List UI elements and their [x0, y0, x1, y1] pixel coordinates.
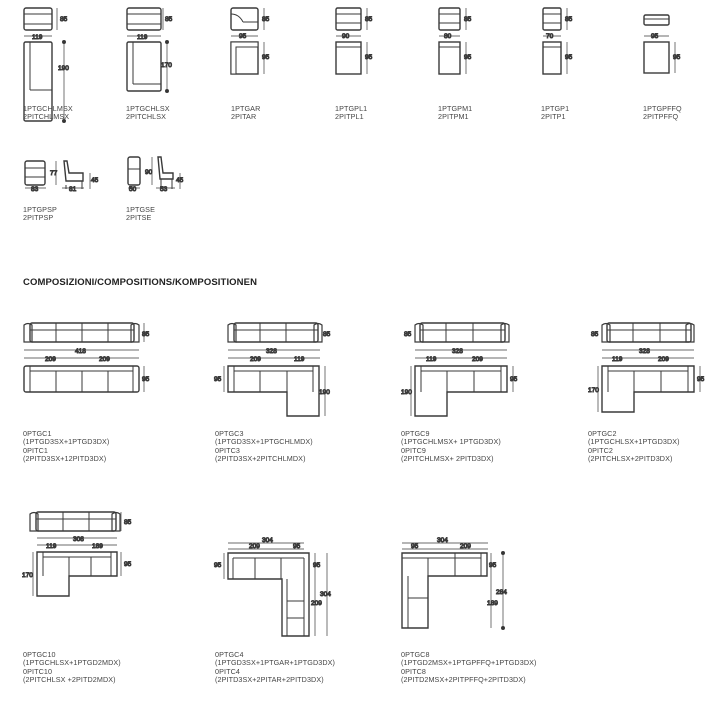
module-1PTGPL1-drawing — [336, 8, 367, 74]
c3-left-dim: 209 — [250, 356, 261, 363]
module-code-2: 2PITCHLMSX — [23, 112, 70, 122]
c8-side-total-dim: 284 — [496, 589, 507, 596]
module-code-2: 2PITCHLSX — [126, 112, 167, 122]
module-1PTGCHLSX-label — [126, 105, 170, 122]
c8-right-dim: 209 — [460, 543, 471, 550]
composition-code: 0PTGC8 — [401, 650, 430, 659]
composition-code: 0PITC4 — [215, 666, 240, 676]
module-1PTGPSP-label — [23, 206, 57, 223]
module-code-2: 2PITAR — [231, 112, 257, 122]
c6-depth-left-dim: 95 — [214, 562, 222, 569]
c8-side-part-dim: 189 — [487, 600, 498, 607]
composition-parts: (1PTGD3SX+1PTGCHLMDX) — [215, 437, 313, 447]
composition-0PTGC9-label — [401, 430, 501, 464]
m5-depth-dim: 95 — [464, 54, 472, 61]
composition-parts: (1PTGD3SX+1PTGAR+1PTGD3DX) — [215, 658, 336, 668]
composition-0PTGC10-label — [23, 651, 121, 685]
c2-height-dim: 85 — [591, 331, 599, 338]
module-1PTGPFFQ-drawing — [644, 15, 675, 73]
composition-code: 0PTGC2 — [588, 429, 617, 438]
module-code-1: 1PTGSE — [126, 205, 155, 214]
m9-height-dim: 90 — [145, 169, 153, 176]
m8-seat-dim: 45 — [91, 177, 99, 184]
composition-code: 0PITC1 — [23, 445, 48, 455]
composition-parts: (2PITD3SX+2PITAR+2PITD3DX) — [215, 675, 324, 685]
m2-height-dim: 85 — [165, 16, 173, 23]
c3-depth-dim: 95 — [214, 376, 222, 383]
module-1PTGPL1-label — [335, 105, 367, 122]
composition-0PTGC4-label — [215, 651, 335, 685]
module-code-2: 2PITPSP — [23, 213, 54, 223]
module-code-2: 2PITPFFQ — [643, 112, 679, 122]
m1-depth-dim: 190 — [58, 65, 69, 72]
composition-code: 0PITC8 — [401, 666, 426, 676]
composition-code: 0PITC9 — [401, 445, 426, 455]
m1-height-dim: 85 — [60, 16, 68, 23]
composition-parts: (2PITD3SX+2PITCHLMDX) — [215, 454, 306, 464]
c1-right-dim: 209 — [99, 356, 110, 363]
c9-depth-dim: 95 — [510, 376, 518, 383]
m6-height-dim: 85 — [565, 16, 573, 23]
composition-code: 0PITC3 — [215, 445, 240, 455]
m7-width-dim: 95 — [651, 33, 659, 40]
c10-chaise-dim: 170 — [22, 572, 33, 579]
composition-code: 0PITC10 — [23, 666, 53, 676]
c8-total-dim: 304 — [437, 537, 448, 544]
c1-height-dim: 85 — [142, 331, 150, 338]
c8-left-dim: 95 — [411, 543, 419, 550]
module-1PTGSE-drawing — [128, 157, 180, 189]
m4-depth-dim: 95 — [365, 54, 373, 61]
composition-0PTGC9-drawing — [411, 323, 513, 416]
c6-side-part-dim: 209 — [311, 600, 322, 607]
m5-width-dim: 80 — [444, 33, 452, 40]
m8-depth-dim: 81 — [69, 186, 77, 193]
module-code-1: 1PTGPL1 — [335, 104, 368, 113]
module-1PTGCHLSX-drawing — [127, 8, 169, 93]
c8-depth-dim: 95 — [489, 562, 497, 569]
m3-height-dim: 85 — [262, 16, 270, 23]
module-1PTGAR-label — [231, 105, 260, 122]
module-1PTGCHLMSX-label — [23, 105, 73, 122]
c10-right-dim: 189 — [92, 543, 103, 550]
module-1PTGPFFQ-label — [643, 105, 682, 122]
c6-right-dim: 95 — [293, 543, 301, 550]
composition-0PTGC10-drawing — [30, 512, 121, 596]
c6-total-dim: 304 — [262, 537, 273, 544]
c2-total-dim: 328 — [639, 348, 650, 355]
c3-height-dim: 85 — [323, 331, 331, 338]
c6-left-dim: 209 — [249, 543, 260, 550]
m9-depth-dim: 53 — [160, 186, 168, 193]
c6-side-total-dim: 304 — [320, 591, 331, 598]
composition-0PTGC4-drawing — [224, 543, 327, 636]
module-1PTGPM1-drawing — [439, 8, 466, 74]
m3-width-dim: 95 — [239, 33, 247, 40]
module-code-1: 1PTGCHLMSX — [23, 104, 73, 113]
composition-parts: (1PTGCHLSX+1PTGD3DX) — [588, 437, 680, 447]
m6-width-dim: 70 — [546, 33, 554, 40]
module-code-1: 1PTGPM1 — [438, 104, 473, 113]
composition-code: 0PTGC1 — [23, 429, 52, 438]
c2-chaise-dim: 170 — [588, 387, 599, 394]
module-1PTGAR-drawing — [231, 8, 264, 74]
composition-parts: (1PTGD2MSX+1PTGPFFQ+1PTGD3DX) — [401, 658, 537, 668]
composition-0PTGC2-drawing — [598, 323, 700, 412]
m8-height-dim: 77 — [50, 170, 58, 177]
module-code-1: 1PTGCHLSX — [126, 104, 170, 113]
c3-total-dim: 328 — [266, 348, 277, 355]
c1-depth-dim: 95 — [142, 376, 150, 383]
c10-left-dim: 119 — [46, 543, 57, 550]
c2-depth-dim: 95 — [697, 376, 705, 383]
c2-right-dim: 209 — [658, 356, 669, 363]
composition-code: 0PTGC4 — [215, 650, 244, 659]
module-code-2: 2PITSE — [126, 213, 152, 223]
module-code-1: 1PTGPFFQ — [643, 104, 682, 113]
c10-total-dim: 308 — [73, 536, 84, 543]
m7-depth-dim: 95 — [673, 54, 681, 61]
c1-total-dim: 418 — [75, 348, 86, 355]
composition-code: 0PTGC3 — [215, 429, 244, 438]
c9-total-dim: 328 — [452, 348, 463, 355]
composition-parts: (2PITCHLSX+2PITD3DX) — [588, 454, 673, 464]
c3-right-dim: 119 — [294, 356, 305, 363]
composition-code: 0PTGC9 — [401, 429, 430, 438]
c10-height-dim: 85 — [124, 519, 132, 526]
c6-depth-right-dim: 95 — [313, 562, 321, 569]
m4-height-dim: 85 — [365, 16, 373, 23]
composition-parts: (1PTGD3SX+1PTGD3DX) — [23, 437, 110, 447]
composition-0PTGC8-label — [401, 651, 537, 685]
module-1PTGPSP-drawing — [25, 161, 90, 189]
c3-chaise-dim: 190 — [319, 389, 330, 396]
composition-parts: (2PITD3SX+12PITD3DX) — [23, 454, 107, 464]
composition-0PTGC2-label — [588, 430, 680, 464]
composition-0PTGC1-drawing — [24, 323, 144, 392]
c1-left-dim: 209 — [45, 356, 56, 363]
composition-0PTGC8-drawing — [402, 543, 505, 630]
module-code-1: 1PTGPSP — [23, 205, 57, 214]
composition-0PTGC3-drawing — [224, 323, 325, 416]
section-title: COMPOSIZIONI/COMPOSITIONS/KOMPOSITIONEN — [23, 277, 258, 288]
m9-seat-dim: 45 — [176, 177, 184, 184]
module-1PTGSE-label — [126, 206, 155, 223]
composition-code: 0PITC2 — [588, 445, 613, 455]
m3-depth-dim: 95 — [262, 54, 270, 61]
composition-code: 0PTGC10 — [23, 650, 56, 659]
m1-width-dim: 119 — [32, 34, 43, 41]
module-1PTGP1-label — [541, 105, 569, 122]
composition-0PTGC3-label — [215, 430, 313, 464]
m4-width-dim: 90 — [342, 33, 350, 40]
module-1PTGP1-drawing — [543, 8, 567, 74]
composition-0PTGC1-label — [23, 430, 109, 464]
m2-depth-dim: 170 — [161, 62, 172, 69]
m9-width-dim: 50 — [129, 186, 137, 193]
module-code-1: 1PTGP1 — [541, 104, 570, 113]
c9-chaise-dim: 190 — [401, 389, 412, 396]
composition-parts: (2PITCHLSX +2PITD2MDX) — [23, 675, 116, 685]
m5-height-dim: 85 — [464, 16, 472, 23]
composition-parts: (2PITD2MSX+2PITPFFQ+2PITD3DX) — [401, 675, 526, 685]
module-code-2: 2PITPL1 — [335, 112, 364, 122]
c9-height-dim: 85 — [404, 331, 412, 338]
composition-parts: (2PITCHLMSX+ 2PITD3DX) — [401, 454, 494, 464]
m2-width-dim: 119 — [137, 34, 148, 41]
composition-parts: (1PTGCHLSX+1PTGD2MDX) — [23, 658, 121, 668]
c9-left-dim: 119 — [426, 356, 437, 363]
module-code-2: 2PITPM1 — [438, 112, 469, 122]
c10-depth-dim: 95 — [124, 561, 132, 568]
composition-parts: (1PTGCHLMSX+ 1PTGD3DX) — [401, 437, 501, 447]
m8-width-dim: 83 — [31, 186, 39, 193]
module-1PTGPM1-label — [438, 105, 472, 122]
module-code-2: 2PITP1 — [541, 112, 566, 122]
c2-left-dim: 119 — [612, 356, 623, 363]
c9-right-dim: 209 — [472, 356, 483, 363]
m6-depth-dim: 95 — [565, 54, 573, 61]
module-code-1: 1PTGAR — [231, 104, 261, 113]
